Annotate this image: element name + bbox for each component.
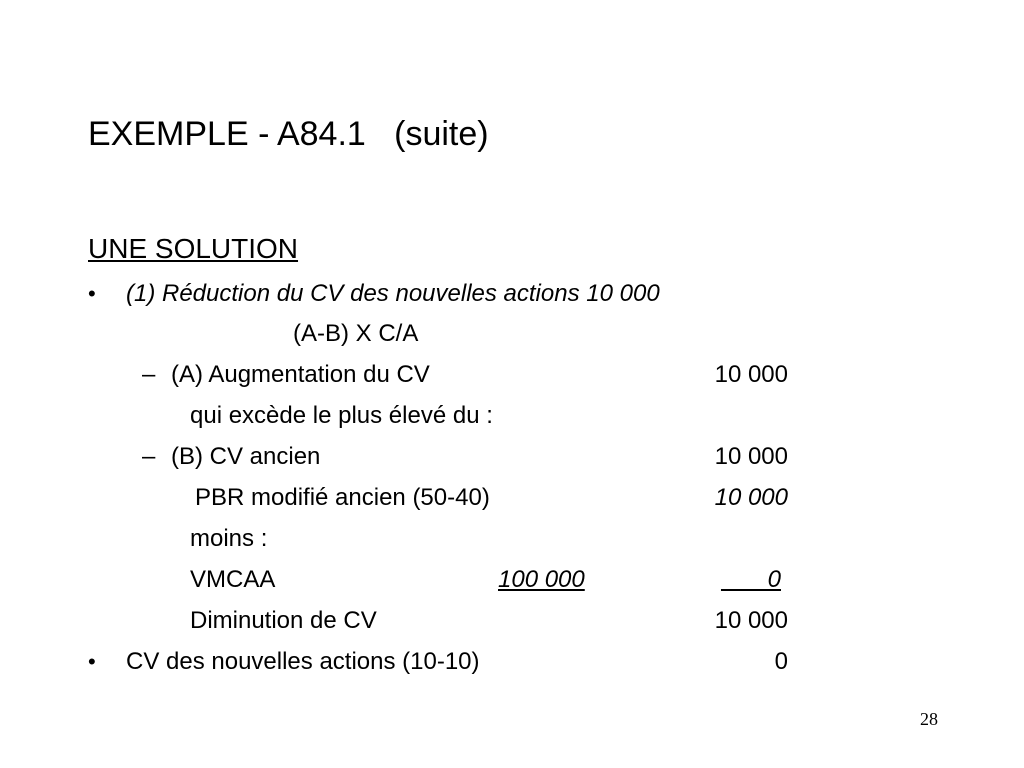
bullet-marker: •: [88, 649, 96, 674]
diminution-label: Diminution de CV: [190, 607, 377, 634]
formula-line: (A-B) X C/A: [293, 320, 419, 347]
augmentation-value: 10 000: [714, 361, 788, 388]
dash-marker: –: [142, 443, 156, 470]
cv-nouvelles-label: CV des nouvelles actions (10-10): [126, 648, 480, 675]
dash-marker: –: [142, 361, 156, 388]
augmentation-label: (A) Augmentation du CV: [171, 361, 430, 388]
vmcaa-label: VMCAA: [190, 566, 276, 593]
bullet-marker: •: [88, 281, 96, 306]
diminution-value: 10 000: [714, 607, 788, 634]
excede-line: qui excède le plus élevé du :: [190, 402, 493, 429]
slide-number: 28: [920, 709, 938, 729]
slide-title: EXEMPLE - A84.1 (suite): [88, 115, 489, 153]
cv-nouvelles-value: 0: [774, 648, 788, 675]
section-heading: UNE SOLUTION: [88, 233, 299, 264]
moins-line: moins :: [190, 525, 268, 552]
cv-ancien-label: (B) CV ancien: [171, 443, 321, 470]
pbr-label: PBR modifié ancien (50-40): [195, 484, 490, 511]
vmcaa-value: 0: [720, 566, 781, 593]
cv-ancien-value: 10 000: [714, 443, 788, 470]
reduction-line: (1) Réduction du CV des nouvelles actions 10 000: [126, 280, 660, 307]
pbr-value: 10 000: [714, 484, 788, 511]
vmcaa-amount: 100 000: [498, 566, 585, 593]
